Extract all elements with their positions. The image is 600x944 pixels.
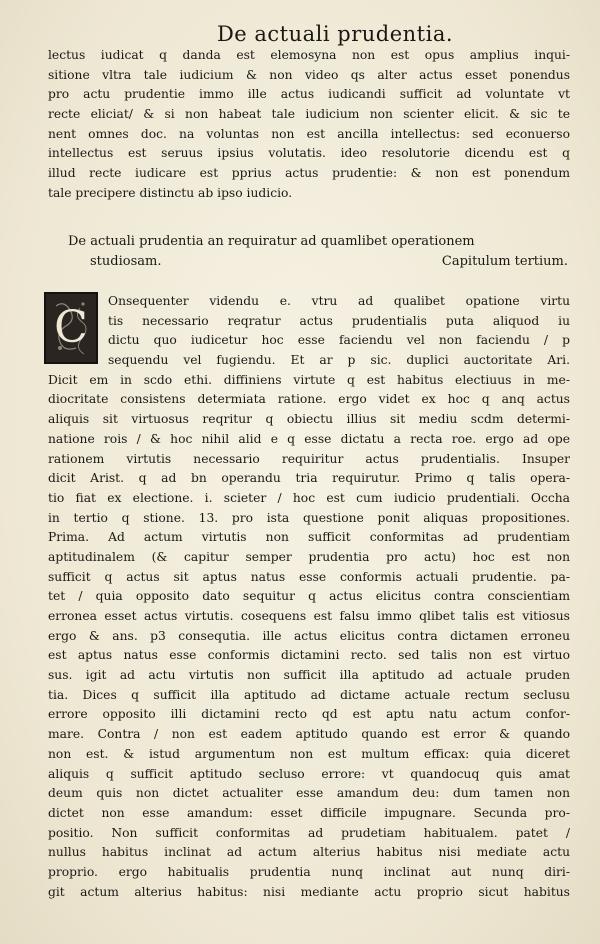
text-line: errore opposito illi dictamini recto qd est aptu natu actum confor- [48,707,570,722]
text-line: pro actu prudentie immo ille actus iudicandi sufficit ad voluntate vt [48,87,570,102]
text-line: tale precipere distinctu ab ipso iudicio. [48,185,293,200]
continuation-text [48,46,570,204]
text-line: nent omnes doc. na voluntas non est ancilla intellectus: sed econuerso [48,126,570,141]
text-line: aptitudinalem (& capitur semper prudentia pro actu) hoc est non [48,549,570,564]
chapter-body [48,292,570,902]
chapter-heading-line: De actuali prudentia an requiratur ad quamlibet operationem [68,234,475,249]
text-line: tis necessario reqratur actus prudentialis puta aliquod iu [108,313,570,328]
text-line: recte eliciat/ & si non habeat tale iudicium non scienter elicit. & sic te [48,107,570,122]
text-line: Dicit em in scdo ethi. diffiniens virtute q est habitus electiuus in me- [48,372,570,387]
text-line: dicit Arist. q ad bn operandu tria requirutur. Primo q talis opera- [48,471,570,486]
text-line: aliquis q sufficit aptitudo secluso errore: vt quandocuq quis amat [48,766,570,781]
decorated-initial [44,292,98,364]
chapter-heading-subject: studiosam. [90,253,162,269]
text-line: deum quis non dictet actualiter esse amandum deu: dum tamen non [48,786,570,801]
text-line: sufficit q actus sit aptus natus esse conformis actuali prudentie. pa- [48,569,570,584]
text-line: intellectus est seruus ipsius volutatis. ideo resolutorie dicendu est q [48,146,570,161]
text-line: lectus iudicat q danda est elemosyna non est opus amplius inqui- [48,48,570,62]
text-line: natione rois / & hoc nihil alid e q esse dictatu a recta roe. ergo ad ope [48,431,570,446]
text-line: diocritate consistens determiata ratione. ergo videt ex hoc q anq actus [48,392,570,407]
text-line: est aptus natus esse conformis dictamini recto. sed talis non est virtuo [48,648,570,663]
running-head: De actuali prudentia. [216,22,454,46]
text-line: tia. Dices q sufficit illa aptitudo ad dictame actuale rectum seclusu [48,687,570,702]
text-line: illud recte iudicare est pprius actus prudentie: & non est ponendum [48,166,570,181]
text-line: tio fiat ex electione. i. scieter / hoc est cum iudicio prudentiali. Occha [48,490,570,505]
text-line: sitione vltra tale iudicium & non video qs alter actus esset ponendus [48,67,570,82]
text-line: dictu quo iudicetur hoc esse faciendu vel non faciendu / p [108,333,570,348]
text-line: erronea esset actus virtutis. cosequens est falsu immo qlibet talis est vitiosus [48,609,570,623]
text-line: non est. & istud argumentum non est multum efficax: quia diceret [48,746,570,761]
text-line: sus. igit ad actu virtutis non sufficit illa aptitudo ad actuale pruden [48,668,570,683]
text-line: Prima. Ad actum virtutis non sufficit conformitas ad prudentiam [48,530,570,545]
chapter-heading [68,232,568,271]
chapter-number: Capitulum tertium. [441,253,568,269]
text-line: sequendu vel fugiendu. Et ar p sic. duplici auctoritate Ari. [108,353,570,368]
text-line: in tertio q stione. 13. pro ista questione ponit aliquas propositiones. [48,510,570,525]
text-line: tet / quia opposito dato sequitur q actus elicitus contra conscientiam [48,589,570,604]
text-line: positio. Non sufficit conformitas ad prudetiam habitualem. patet / [48,825,570,840]
text-line: rationem virtutis necessario requiritur actus prudentialis. Insuper [48,451,570,466]
text-line: dictet non esse amandum: esset difficile impugnare. Secunda pro- [48,805,570,820]
text-line: aliquis sit virtuosus reqritur q obiectu illius sit mediu scdm determi- [48,412,570,427]
text-line: Onsequenter videndu e. vtru ad qualibet opatione virtu [108,294,570,308]
text-line: proprio. ergo habitualis prudentia nunq inclinat aut nunq diri- [48,864,570,879]
text-line: mare. Contra / non est eadem aptitudo quando est error & quando [48,727,570,742]
text-line: ergo & ans. p3 consequtia. ille actus elicitus contra dictamen erroneu [48,628,570,643]
text-line: git actum alterius habitus: nisi mediante actu proprio sicut habitus [48,884,570,899]
initial-letter: C [54,302,88,353]
text-line: nullus habitus inclinat ad actum alterius habitus nisi mediate actu [48,845,570,860]
chapter-heading-line-2 [68,252,568,272]
